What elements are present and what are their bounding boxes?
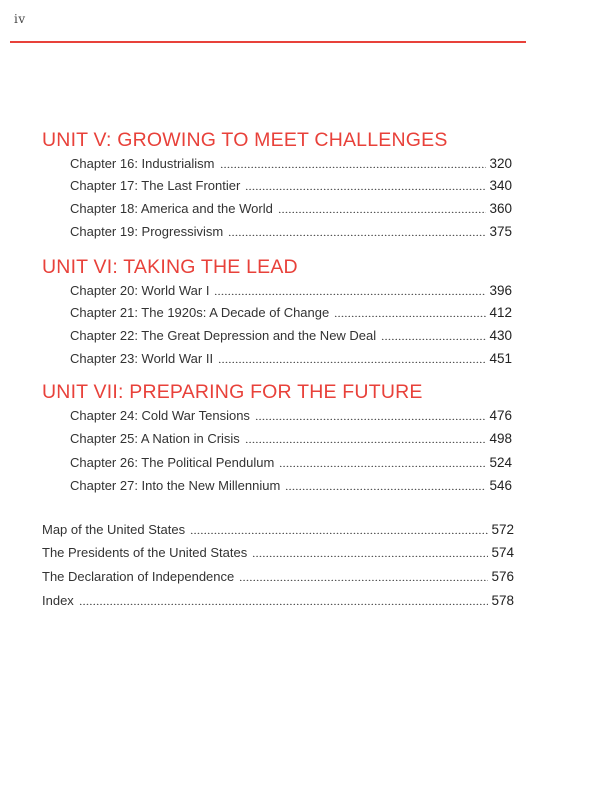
entry-label: The Declaration of Independence — [42, 569, 235, 584]
toc-entry-chapter-22[interactable] — [70, 328, 512, 346]
entry-page-number: 546 — [489, 478, 512, 493]
dot-leader — [190, 524, 488, 534]
entry-label: Chapter 24: Cold War Tensions — [70, 408, 250, 423]
toc-entry-declaration[interactable] — [42, 569, 514, 587]
entry-label: Chapter 22: The Great Depression and the New Deal — [70, 328, 377, 343]
header-rule — [10, 41, 526, 43]
dot-leader — [239, 571, 488, 581]
entry-label: Chapter 26: The Political Pendulum — [70, 455, 275, 470]
dot-leader — [252, 547, 488, 557]
toc-entry-chapter-26[interactable] — [70, 455, 512, 473]
dot-leader — [245, 433, 487, 443]
entry-label: Chapter 25: A Nation in Crisis — [70, 431, 240, 446]
unit-title: UNIT VII: PREPARING FOR THE FUTURE — [42, 381, 423, 403]
entry-page-number: 375 — [489, 224, 512, 239]
entry-page-number: 572 — [491, 522, 514, 537]
entry-page-number: 340 — [489, 178, 512, 193]
dot-leader — [214, 285, 486, 295]
entry-label: Chapter 20: World War I — [70, 283, 210, 298]
toc-entry-chapter-17[interactable] — [70, 178, 512, 196]
entry-label: Map of the United States — [42, 522, 186, 537]
dot-leader — [285, 480, 486, 490]
entry-label: Chapter 16: Industrialism — [70, 156, 215, 171]
entry-label: The Presidents of the United States — [42, 545, 248, 560]
dot-leader — [255, 410, 487, 420]
page-folio: iv — [14, 12, 26, 26]
entry-label: Index — [42, 593, 74, 608]
toc-entry-chapter-19[interactable] — [70, 224, 512, 242]
dot-leader — [334, 307, 486, 317]
toc-entry-chapter-18[interactable] — [70, 201, 512, 219]
dot-leader — [218, 353, 486, 363]
entry-page-number: 412 — [489, 305, 512, 320]
entry-page-number: 476 — [489, 408, 512, 423]
entry-label: Chapter 17: The Last Frontier — [70, 178, 241, 193]
toc-entry-index[interactable] — [42, 593, 514, 611]
toc-entry-chapter-20[interactable] — [70, 283, 512, 301]
unit-title: UNIT V: GROWING TO MEET CHALLENGES — [42, 129, 448, 151]
toc-entry-chapter-25[interactable] — [70, 431, 512, 449]
toc-entry-chapter-16[interactable] — [70, 156, 512, 174]
entry-label: Chapter 18: America and the World — [70, 201, 273, 216]
entry-page-number: 360 — [489, 201, 512, 216]
toc-entry-chapter-23[interactable] — [70, 351, 512, 369]
entry-page-number: 574 — [491, 545, 514, 560]
entry-page-number: 524 — [489, 455, 512, 470]
entry-page-number: 430 — [489, 328, 512, 343]
dot-leader — [228, 226, 486, 236]
entry-label: Chapter 23: World War II — [70, 351, 214, 366]
toc-entry-presidents[interactable] — [42, 545, 514, 563]
entry-page-number: 576 — [491, 569, 514, 584]
entry-label: Chapter 19: Progressivism — [70, 224, 224, 239]
toc-entry-chapter-24[interactable] — [70, 408, 512, 426]
entry-page-number: 578 — [491, 593, 514, 608]
toc-entry-chapter-21[interactable] — [70, 305, 512, 323]
dot-leader — [278, 203, 487, 213]
entry-label: Chapter 27: Into the New Millennium — [70, 478, 281, 493]
entry-label: Chapter 21: The 1920s: A Decade of Change — [70, 305, 330, 320]
toc-entry-map[interactable] — [42, 522, 514, 540]
dot-leader — [220, 158, 487, 168]
dot-leader — [381, 330, 486, 340]
dot-leader — [245, 180, 486, 190]
unit-title: UNIT VI: TAKING THE LEAD — [42, 256, 298, 278]
entry-page-number: 498 — [489, 431, 512, 446]
entry-page-number: 396 — [489, 283, 512, 298]
dot-leader — [279, 457, 486, 467]
entry-page-number: 451 — [489, 351, 512, 366]
entry-page-number: 320 — [489, 156, 512, 171]
toc-entry-chapter-27[interactable] — [70, 478, 512, 496]
dot-leader — [79, 595, 489, 605]
